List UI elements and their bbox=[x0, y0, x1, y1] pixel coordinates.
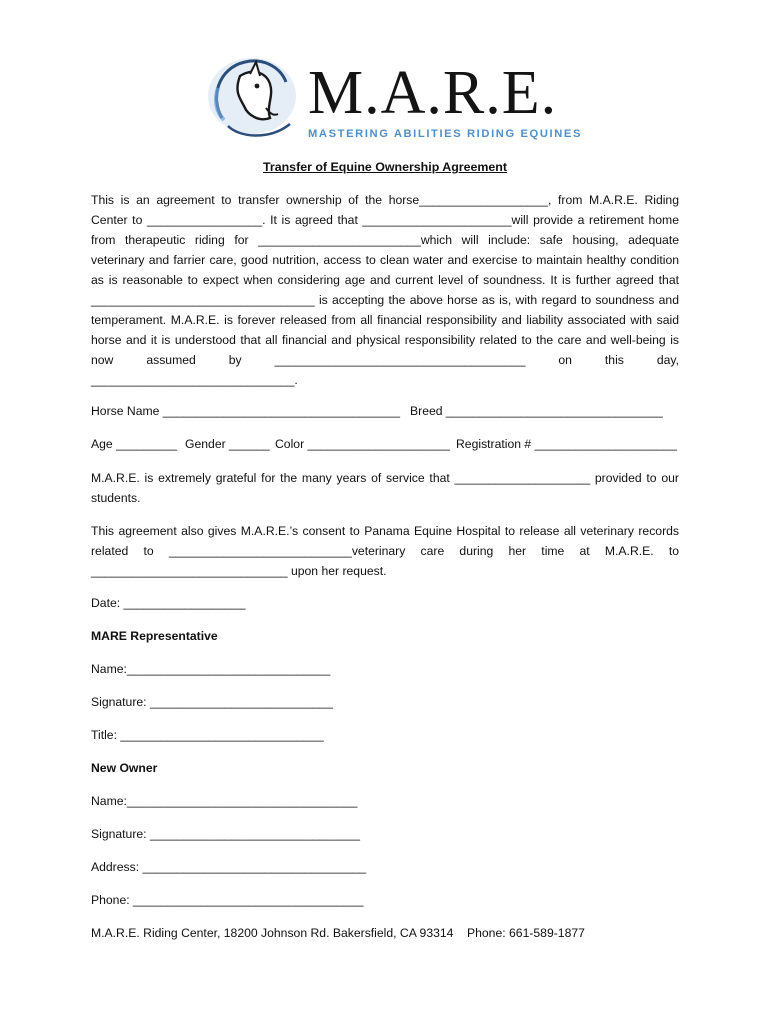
mare-logo bbox=[200, 48, 583, 148]
gender-field: Gender ______ bbox=[185, 437, 270, 451]
color-field: Color _____________________ bbox=[275, 437, 450, 451]
logo-wordmark: M.A.R.E. bbox=[308, 59, 558, 127]
mare-rep-name-field: Name:______________________________ bbox=[91, 662, 331, 676]
registration-field: Registration # _____________________ bbox=[456, 437, 677, 451]
agreement-paragraph: This is an agreement to transfer ownership of the horse___________________, from M.A.R.E. Riding Center to _________________. It is agreed that ______________________will provide a retirement home from therapeutic riding for ________________________which will include: safe housing, adequate veterinary and farrier care, good nutrition, access to clean water and exercise to maintain healthy condition as is reasonable to expect when considering age and current level of soundness. It is further agreed that _________________________________ is accepting the above horse as is, with regard to soundness and temperament. M.A.R.E. is forever released from all financial responsibility and liability associated with said horse and it is understood that all financial and physical responsibility related to the care and well-being is now assumed by _____________________________________ on this day, ______________________________. bbox=[91, 193, 679, 387]
new-owner-heading: New Owner bbox=[91, 761, 158, 775]
age-field: Age _________ bbox=[91, 437, 178, 451]
date-field: Date: __________________ bbox=[91, 596, 246, 610]
gratitude-paragraph: M.A.R.E. is extremely grateful for the many years of service that ____________________ provided to our students. bbox=[91, 471, 679, 505]
new-owner-address-field: Address: _________________________________ bbox=[91, 860, 367, 874]
new-owner-signature-field: Signature: _______________________________ bbox=[91, 827, 361, 841]
document-title: Transfer of Equine Ownership Agreement bbox=[263, 160, 507, 174]
footer-address: M.A.R.E. Riding Center, 18200 Johnson Rd. Bakersfield, CA 93314 bbox=[91, 926, 454, 940]
horse-name-field: Horse Name ___________________________________ bbox=[91, 404, 401, 418]
footer-phone: Phone: 661-589-1877 bbox=[467, 926, 585, 940]
new-owner-phone-field: Phone: __________________________________ bbox=[91, 893, 364, 907]
breed-field: Breed ________________________________ bbox=[410, 404, 663, 418]
consent-paragraph: This agreement also gives M.A.R.E.’s consent to Panama Equine Hospital to release all veterinary records related to ___________________________veterinary care during her time at M.A.R.E. to _____________________________ upon her request. bbox=[91, 524, 679, 578]
new-owner-name-field: Name:__________________________________ bbox=[91, 794, 358, 808]
logo-tagline: MASTERING ABILITIES RIDING EQUINES bbox=[308, 128, 583, 140]
mare-rep-signature-field: Signature: ___________________________ bbox=[91, 695, 333, 709]
horse-head-icon bbox=[200, 48, 310, 148]
mare-rep-title-field: Title: ______________________________ bbox=[91, 728, 324, 742]
mare-rep-heading: MARE Representative bbox=[91, 629, 218, 643]
